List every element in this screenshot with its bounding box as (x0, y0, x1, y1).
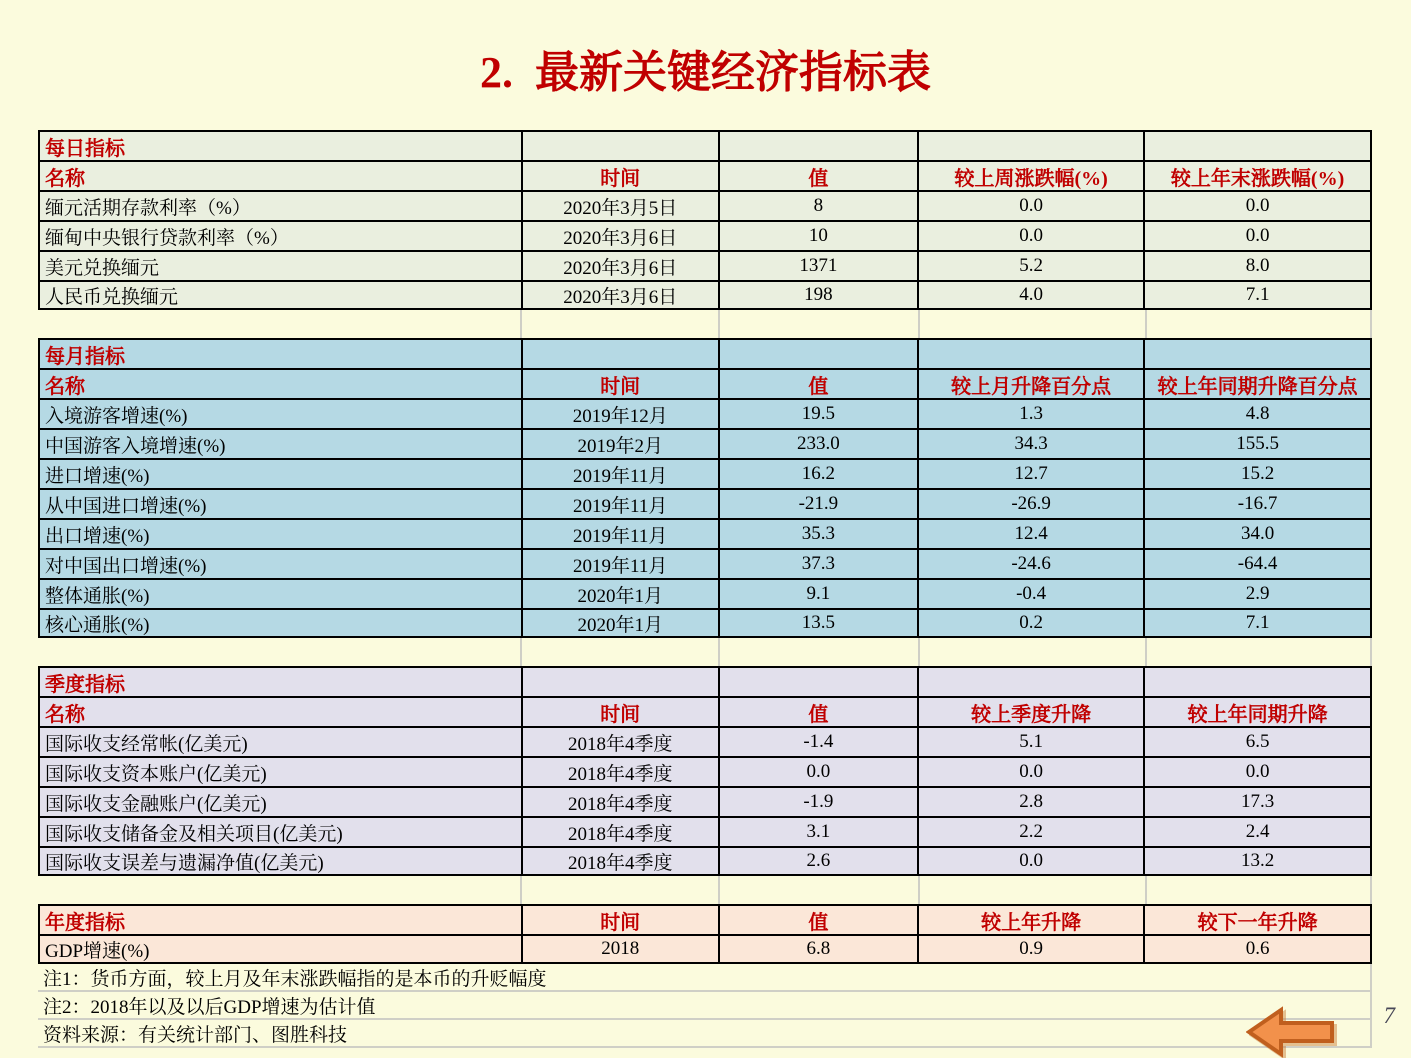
cell: 2019年11月 (523, 460, 720, 488)
title-row (40, 340, 1370, 370)
back-arrow-button[interactable] (1246, 1006, 1336, 1058)
cell: 0.0 (919, 758, 1145, 786)
table-row (40, 848, 1370, 874)
cell: 2019年2月 (523, 430, 720, 458)
cell: 12.7 (919, 460, 1145, 488)
cell: 4.0 (919, 282, 1145, 308)
header-cell: 时间 (523, 906, 720, 934)
cell: 2018年4季度 (523, 758, 720, 786)
note-line: 资料来源：有关统计部门、图胜科技 (38, 1020, 1372, 1048)
cell: 2018年4季度 (523, 818, 720, 846)
cell: 2020年3月6日 (523, 222, 720, 250)
cell: 2018年4季度 (523, 728, 720, 756)
table-row (40, 490, 1370, 520)
cell: 233.0 (720, 430, 920, 458)
cell: 155.5 (1236, 433, 1279, 454)
header-cell: 时间 (523, 698, 720, 726)
section-monthly (38, 338, 1372, 638)
hdr-row (40, 906, 1370, 936)
header-cell: 较下一年升降 (1197, 911, 1318, 934)
gap-cell (920, 310, 1147, 338)
header-cell: 名称 (40, 698, 523, 726)
header-cell: 名称 (40, 370, 523, 398)
table-row (40, 610, 1370, 636)
cell: 国际收支经常帐(亿美元) (40, 728, 523, 756)
cell: 整体通胀(%) (40, 580, 523, 608)
header-cell: 值 (720, 698, 920, 726)
cell: 国际收支金融账户(亿美元) (40, 788, 523, 816)
cell: 国际收支资本账户(亿美元) (40, 758, 523, 786)
header-cell: 值 (720, 906, 920, 934)
cell: 对中国出口增速(%) (40, 550, 523, 578)
header-cell: 较上月升降百分点 (919, 370, 1145, 398)
gap-cell (522, 638, 719, 666)
cell: 2020年3月6日 (523, 282, 720, 308)
header-cell: 值 (720, 370, 920, 398)
gap-cell (920, 876, 1147, 904)
cell: 2020年3月5日 (523, 192, 720, 220)
cell: 2.8 (919, 788, 1145, 816)
cell: 2020年3月6日 (523, 252, 720, 280)
table-row (40, 460, 1370, 490)
gap-cell (920, 638, 1147, 666)
cell: 8.0 (1245, 255, 1270, 276)
header-cell: 较上年同期升降 (1187, 703, 1328, 726)
cell: 2018 (523, 936, 720, 962)
cell: 17.3 (1240, 791, 1275, 812)
cell: 5.2 (919, 252, 1145, 280)
cell: 2.4 (1245, 821, 1270, 842)
gap-cell (38, 876, 522, 904)
cell: 0.0 (919, 848, 1145, 874)
table-row (40, 252, 1370, 282)
hdr-row (40, 370, 1370, 400)
cell: 0.2 (919, 610, 1145, 636)
cell: 8 (720, 192, 920, 220)
cell: -26.9 (919, 490, 1145, 518)
header-cell: 每月指标 (40, 340, 523, 368)
section-gap (38, 876, 1372, 904)
cell: 5.1 (919, 728, 1145, 756)
cell: 进口增速(%) (40, 460, 523, 488)
cell: 从中国进口增速(%) (40, 490, 523, 518)
header-cell (720, 340, 920, 368)
note-line: 注2：2018年以及以后GDP增速为估计值 (38, 992, 1372, 1020)
cell: 2.9 (1245, 583, 1270, 604)
cell: 34.0 (1240, 523, 1275, 544)
header-cell (523, 340, 720, 368)
hdr-row (40, 698, 1370, 728)
cell: 16.2 (720, 460, 920, 488)
section-gap (38, 638, 1372, 666)
gap-cell (720, 638, 920, 666)
header-cell: 值 (720, 162, 920, 190)
cell: 10 (720, 222, 920, 250)
cell: 美元兑换缅元 (40, 252, 523, 280)
header-cell: 较上年同期升降百分点 (1157, 375, 1358, 398)
table-row (40, 192, 1370, 222)
section-daily (38, 130, 1372, 310)
table-row (40, 430, 1370, 460)
header-cell (1145, 340, 1370, 368)
header-cell (720, 132, 920, 160)
table-row (40, 550, 1370, 580)
gap-cell (1147, 638, 1372, 666)
header-cell: 每日指标 (40, 132, 523, 160)
cell: 0.0 (919, 222, 1145, 250)
header-cell: 较上年末涨跌幅(%) (1170, 167, 1345, 190)
header-cell: 较上周涨跌幅(%) (919, 162, 1145, 190)
header-cell (523, 668, 720, 696)
title-row (40, 132, 1370, 162)
cell: -1.9 (720, 788, 920, 816)
cell: 7.1 (1245, 284, 1270, 305)
cell: 中国游客入境增速(%) (40, 430, 523, 458)
table-row (40, 788, 1370, 818)
header-cell (720, 668, 920, 696)
cell: 2.6 (720, 848, 920, 874)
gap-cell (522, 310, 719, 338)
left-arrow-icon (1249, 1010, 1332, 1054)
cell: 2018年4季度 (523, 848, 720, 874)
header-cell (919, 132, 1145, 160)
header-cell (919, 668, 1145, 696)
gap-cell (1147, 310, 1372, 338)
table-row (40, 936, 1370, 962)
page-number: 7 (1383, 1003, 1395, 1028)
hdr-row (40, 162, 1370, 192)
cell: -1.4 (720, 728, 920, 756)
table-row (40, 728, 1370, 758)
cell: 2.2 (919, 818, 1145, 846)
cell: -24.6 (919, 550, 1145, 578)
header-cell: 较上年升降 (919, 906, 1145, 934)
cell: 0.6 (1245, 938, 1270, 959)
cell: -64.4 (1237, 553, 1278, 574)
cell: 国际收支误差与遗漏净值(亿美元) (40, 848, 523, 874)
cell: 2020年1月 (523, 580, 720, 608)
cell: 2018年4季度 (523, 788, 720, 816)
cell: 1.3 (919, 400, 1145, 428)
header-cell: 季度指标 (40, 668, 523, 696)
header-cell: 较上季度升降 (919, 698, 1145, 726)
header-cell (919, 340, 1145, 368)
cell: 入境游客增速(%) (40, 400, 523, 428)
table-row (40, 282, 1370, 308)
cell: 15.2 (1240, 463, 1275, 484)
cell: 2019年11月 (523, 490, 720, 518)
cell: 缅甸中央银行贷款利率（%） (40, 222, 523, 250)
cell: 2019年11月 (523, 550, 720, 578)
notes (38, 964, 1372, 1048)
header-cell (1145, 668, 1370, 696)
cell: 4.8 (1245, 403, 1270, 424)
header-cell (1145, 132, 1370, 160)
page-title: 2. 最新关键经济指标表 (480, 48, 931, 97)
cell: 6.8 (720, 936, 920, 962)
cell: 2019年11月 (523, 520, 720, 548)
cell: 2020年1月 (523, 610, 720, 636)
gap-cell (720, 310, 920, 338)
cell: 34.3 (919, 430, 1145, 458)
cell: 19.5 (720, 400, 920, 428)
cell: 0.0 (919, 192, 1145, 220)
cell: 3.1 (720, 818, 920, 846)
note-line: 注1：货币方面，较上月及年末涨跌幅指的是本币的升贬幅度 (38, 964, 1372, 992)
cell: 35.3 (720, 520, 920, 548)
section-quarterly (38, 666, 1372, 876)
cell: 37.3 (720, 550, 920, 578)
cell: 7.1 (1245, 612, 1270, 633)
table-row (40, 400, 1370, 430)
gap-cell (38, 638, 522, 666)
tables-area (38, 130, 1372, 1048)
table-row (40, 222, 1370, 252)
cell: 核心通胀(%) (40, 610, 523, 636)
table-row (40, 758, 1370, 788)
header-cell (523, 132, 720, 160)
cell: -16.7 (1237, 493, 1278, 514)
cell: 0.0 (720, 758, 920, 786)
table-row (40, 818, 1370, 848)
header-cell: 年度指标 (40, 906, 523, 934)
gap-cell (522, 876, 719, 904)
cell: 人民币兑换缅元 (40, 282, 523, 308)
cell: 0.0 (1245, 195, 1270, 216)
cell: 0.0 (1245, 225, 1270, 246)
gap-cell (720, 876, 920, 904)
gap-cell (38, 310, 522, 338)
cell: 13.5 (720, 610, 920, 636)
header-cell: 时间 (523, 370, 720, 398)
cell: -21.9 (720, 490, 920, 518)
header-cell: 名称 (40, 162, 523, 190)
cell: 1371 (720, 252, 920, 280)
cell: 9.1 (720, 580, 920, 608)
table-row (40, 520, 1370, 550)
table-row (40, 580, 1370, 610)
cell: 0.0 (1245, 761, 1270, 782)
cell: 缅元活期存款利率（%） (40, 192, 523, 220)
cell: 13.2 (1240, 850, 1275, 871)
cell: 2019年12月 (523, 400, 720, 428)
cell: 6.5 (1245, 731, 1270, 752)
cell: 出口增速(%) (40, 520, 523, 548)
cell: 198 (720, 282, 920, 308)
cell: 国际收支储备金及相关项目(亿美元) (40, 818, 523, 846)
cell: -0.4 (919, 580, 1145, 608)
header-cell: 时间 (523, 162, 720, 190)
gap-cell (1147, 876, 1372, 904)
cell: 0.9 (919, 936, 1145, 962)
section-gap (38, 310, 1372, 338)
section-annual (38, 904, 1372, 964)
title-row (40, 668, 1370, 698)
cell: 12.4 (919, 520, 1145, 548)
cell: GDP增速(%) (40, 936, 523, 962)
